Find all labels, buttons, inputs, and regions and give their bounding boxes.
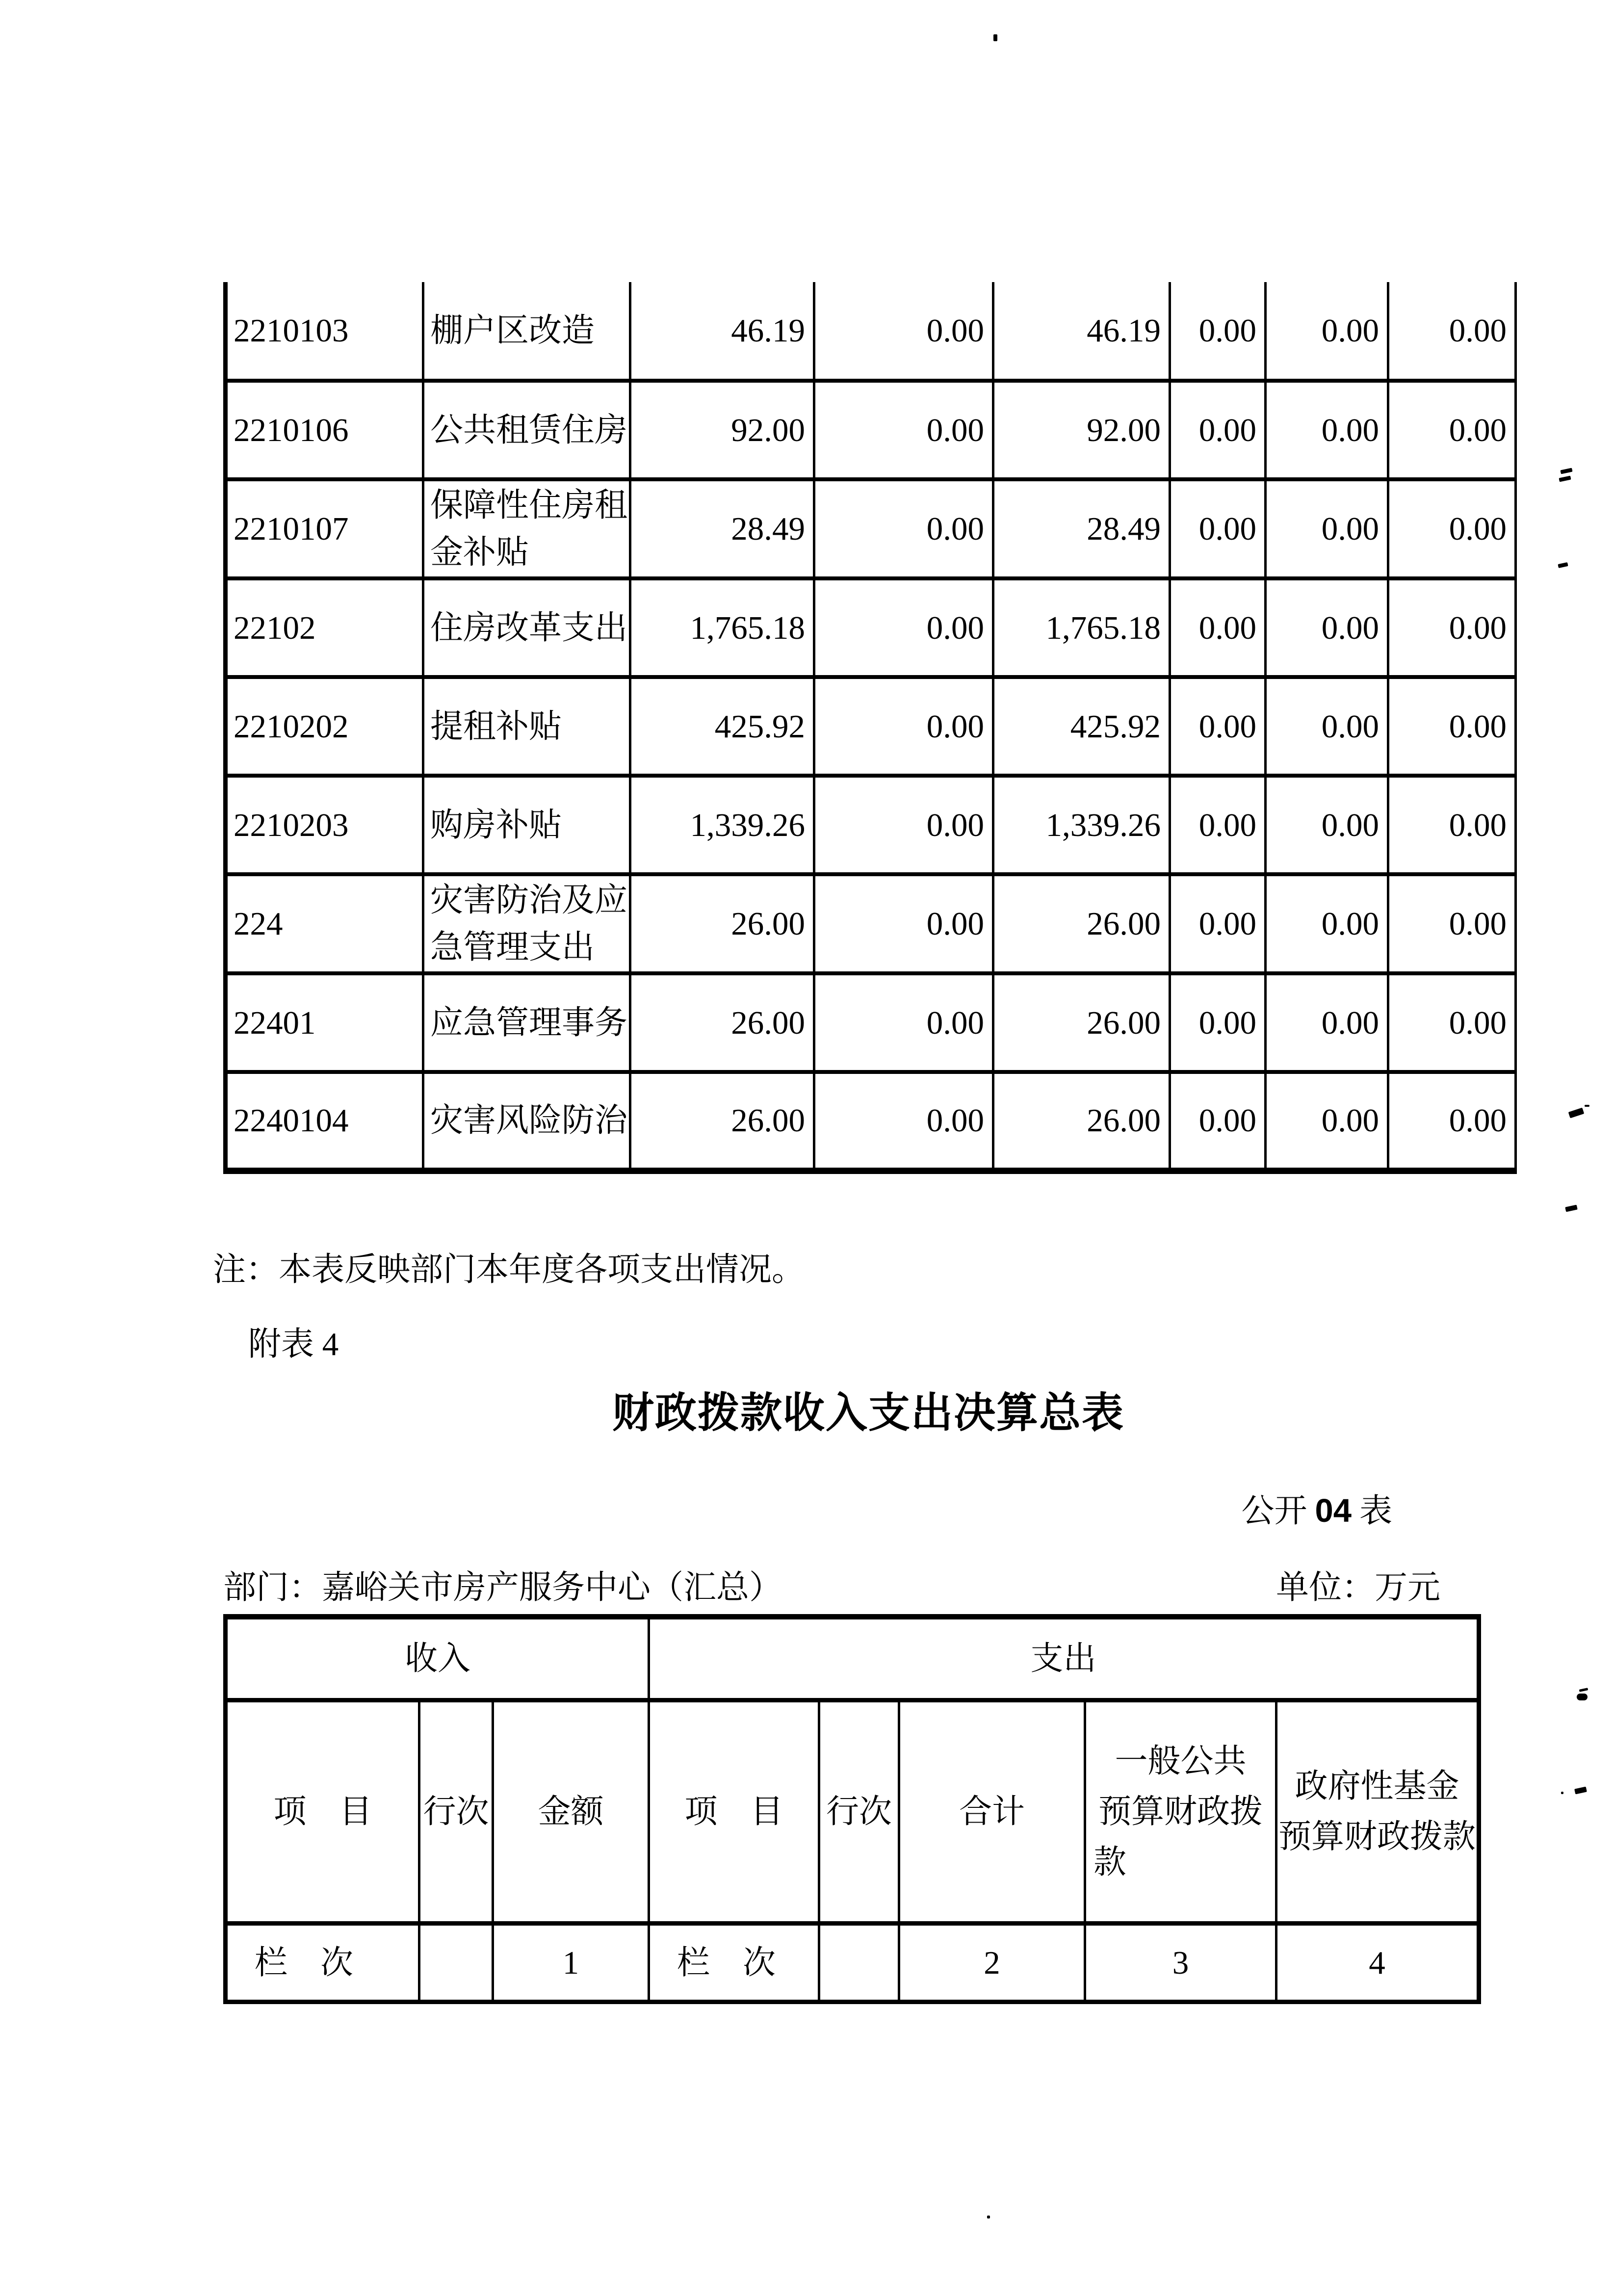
- name-line: 急管理支出: [430, 929, 595, 965]
- unit-label: 单位：万元: [1276, 1569, 1440, 1606]
- amount-cell: 1,765.18: [630, 578, 814, 677]
- budget-item-name-cell: [423, 381, 630, 479]
- amount-cell: 28.49: [993, 479, 1170, 578]
- expenditure-row: [226, 776, 1516, 874]
- expenditure-row: [226, 973, 1516, 1072]
- scan-artifact: [1574, 1787, 1587, 1795]
- expenditure-row: [226, 282, 1516, 381]
- amount-cell: 26.00: [993, 1072, 1170, 1171]
- table-note: 注：本表反映部门本年度各项支出情况。: [213, 1252, 805, 1288]
- table-code-prefix: 公开: [1241, 1493, 1307, 1529]
- amount-cell: 0.00: [814, 1072, 993, 1171]
- col-header-line-no: 行次: [419, 1700, 493, 1924]
- expenditure-row: [226, 1072, 1516, 1171]
- scan-artifact: [1577, 1694, 1588, 1700]
- amount-cell: 0.00: [1266, 776, 1388, 874]
- expenditure-row: [226, 479, 1516, 578]
- amount-cell: 0.00: [1388, 973, 1516, 1072]
- expenditure-row: [226, 578, 1516, 677]
- amount-cell: 0.00: [1170, 776, 1266, 874]
- index-general: 3: [1085, 1924, 1276, 2002]
- amount-cell: 0.00: [1388, 1072, 1516, 1171]
- expenditure-section-header: 支出: [649, 1617, 1479, 1700]
- col-header-gov-fund: [1276, 1700, 1479, 1924]
- expenditure-table-body: [226, 282, 1516, 1171]
- index-label-expenditure: 栏 次: [649, 1924, 819, 2002]
- budget-code-cell: 22401: [226, 973, 423, 1072]
- amount-cell: 0.00: [814, 381, 993, 479]
- amount-cell: 0.00: [814, 578, 993, 677]
- amount-cell: 425.92: [630, 677, 814, 776]
- summary-section-row: [226, 1617, 1479, 1700]
- amount-cell: 0.00: [1170, 282, 1266, 381]
- amount-cell: 28.49: [630, 479, 814, 578]
- amount-cell: 0.00: [814, 677, 993, 776]
- name-line: 公共租赁住房: [430, 412, 627, 448]
- amount-cell: 0.00: [1170, 381, 1266, 479]
- index-label-income: 栏 次: [226, 1924, 419, 2002]
- summary-table: [223, 1614, 1481, 2004]
- table-code-number: 04: [1315, 1492, 1352, 1529]
- budget-item-name-cell: [423, 479, 630, 578]
- amount-cell: 1,339.26: [993, 776, 1170, 874]
- scan-artifact: [1585, 1105, 1589, 1107]
- amount-cell: 0.00: [814, 479, 993, 578]
- amount-cell: 0.00: [814, 776, 993, 874]
- header-line: 款: [1093, 1844, 1127, 1880]
- scan-artifact: [1559, 476, 1571, 482]
- expenditure-row: [226, 874, 1516, 973]
- summary-header-row: [226, 1700, 1479, 1924]
- scan-artifact: [1561, 1792, 1563, 1794]
- amount-cell: 0.00: [1266, 973, 1388, 1072]
- name-line: 住房改革支出: [430, 609, 627, 646]
- index-total: 2: [899, 1924, 1085, 2002]
- scan-artifact: [987, 2216, 990, 2218]
- amount-cell: 0.00: [1170, 973, 1266, 1072]
- name-line: 金补贴: [430, 534, 529, 571]
- budget-code-cell: 2210106: [226, 381, 423, 479]
- amount-cell: 26.00: [993, 973, 1170, 1072]
- amount-cell: 0.00: [1266, 381, 1388, 479]
- amount-cell: 0.00: [1266, 874, 1388, 973]
- name-line: 棚户区改造: [430, 312, 595, 349]
- amount-cell: 0.00: [1388, 578, 1516, 677]
- amount-cell: 0.00: [814, 282, 993, 381]
- amount-cell: 46.19: [993, 282, 1170, 381]
- amount-cell: 1,765.18: [993, 578, 1170, 677]
- amount-cell: 0.00: [1266, 1072, 1388, 1171]
- name-line: 提租补贴: [430, 708, 562, 745]
- budget-item-name-cell: [423, 776, 630, 874]
- amount-cell: 0.00: [1170, 578, 1266, 677]
- amount-cell: 26.00: [630, 1072, 814, 1171]
- amount-cell: 92.00: [630, 381, 814, 479]
- amount-cell: 0.00: [814, 973, 993, 1072]
- amount-cell: 0.00: [1388, 282, 1516, 381]
- amount-cell: 0.00: [1388, 381, 1516, 479]
- amount-cell: 26.00: [993, 874, 1170, 973]
- amount-cell: 1,339.26: [630, 776, 814, 874]
- table-code-suffix: 表: [1359, 1493, 1392, 1529]
- col-header-item: 项 目: [226, 1700, 419, 1924]
- amount-cell: 0.00: [1266, 578, 1388, 677]
- index-empty-cell: [419, 1924, 493, 2002]
- col-header-general-budget: [1085, 1700, 1276, 1924]
- scan-artifact: [1579, 1688, 1588, 1692]
- index-empty-cell: [819, 1924, 899, 2002]
- income-section-header: 收入: [226, 1617, 649, 1700]
- col-header-amount: 金额: [493, 1700, 649, 1924]
- header-line: 一般公共: [1115, 1743, 1247, 1779]
- scan-artifact: [1558, 562, 1568, 568]
- budget-item-name-cell: [423, 578, 630, 677]
- scan-artifact: [1568, 1108, 1585, 1119]
- amount-cell: 425.92: [993, 677, 1170, 776]
- scan-artifact: [1565, 1205, 1578, 1212]
- amount-cell: 0.00: [1266, 282, 1388, 381]
- name-line: 灾害防治及应: [430, 882, 627, 918]
- budget-item-name-cell: [423, 874, 630, 973]
- amount-cell: 0.00: [1388, 776, 1516, 874]
- budget-code-cell: 2240104: [226, 1072, 423, 1171]
- amount-cell: 0.00: [1170, 1072, 1266, 1171]
- amount-cell: 0.00: [1170, 479, 1266, 578]
- expenditure-row: [226, 381, 1516, 479]
- amount-cell: 0.00: [1388, 479, 1516, 578]
- amount-cell: 46.19: [630, 282, 814, 381]
- budget-code-cell: 224: [226, 874, 423, 973]
- department-label: 部门：嘉峪关市房产服务中心（汇总）: [223, 1569, 782, 1606]
- amount-cell: 0.00: [1388, 677, 1516, 776]
- header-line: 预算财政拨款: [1278, 1819, 1476, 1855]
- amount-cell: 0.00: [1266, 677, 1388, 776]
- amount-cell: 0.00: [1266, 479, 1388, 578]
- col-header-total: 合计: [899, 1700, 1085, 1924]
- budget-code-cell: 22102: [226, 578, 423, 677]
- amount-cell: 0.00: [1388, 874, 1516, 973]
- budget-item-name-cell: [423, 282, 630, 381]
- amount-cell: 0.00: [1170, 874, 1266, 973]
- expenditure-row: [226, 677, 1516, 776]
- scan-artifact: [993, 34, 997, 41]
- amount-cell: 26.00: [630, 874, 814, 973]
- budget-item-name-cell: [423, 677, 630, 776]
- budget-code-cell: 2210203: [226, 776, 423, 874]
- amount-cell: 0.00: [1170, 677, 1266, 776]
- col-header-line-no2: 行次: [819, 1700, 899, 1924]
- index-amount: 1: [493, 1924, 649, 2002]
- name-line: 购房补贴: [430, 807, 562, 843]
- name-line: 保障性住房租: [430, 487, 627, 523]
- summary-index-row: [226, 1924, 1479, 2002]
- page-title: 财政拨款收入支出决算总表: [612, 1390, 1124, 1436]
- header-line: 预算财政拨: [1098, 1793, 1263, 1830]
- scan-artifact: [1560, 468, 1572, 474]
- header-line: 政府性基金: [1295, 1768, 1459, 1804]
- name-line: 应急管理事务: [430, 1004, 627, 1041]
- amount-cell: 92.00: [993, 381, 1170, 479]
- amount-cell: 0.00: [814, 874, 993, 973]
- budget-code-cell: 2210202: [226, 677, 423, 776]
- name-line: 灾害风险防治: [430, 1102, 627, 1139]
- amount-cell: 26.00: [630, 973, 814, 1072]
- budget-item-name-cell: [423, 973, 630, 1072]
- expenditure-table: [223, 282, 1517, 1174]
- appendix-label: 附表 4: [248, 1326, 339, 1362]
- index-fund: 4: [1276, 1924, 1479, 2002]
- budget-code-cell: 2210107: [226, 479, 423, 578]
- col-header-item2: 项 目: [649, 1700, 819, 1924]
- budget-item-name-cell: [423, 1072, 630, 1171]
- budget-code-cell: 2210103: [226, 282, 423, 381]
- table-code-label: [1241, 1491, 1392, 1531]
